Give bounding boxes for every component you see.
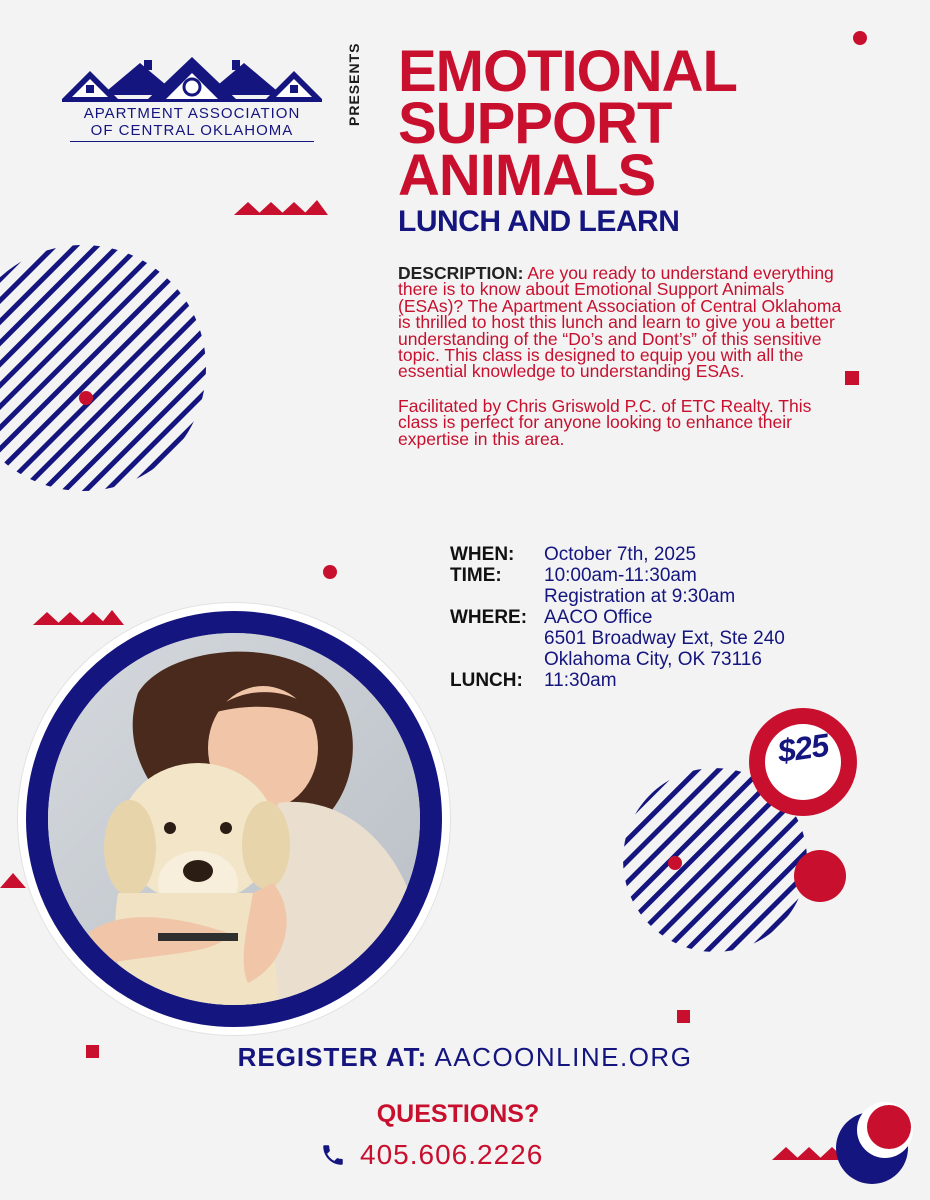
title-line-2: SUPPORT <box>398 91 672 156</box>
phone-icon <box>320 1142 346 1168</box>
presents-label: PRESENTS <box>346 42 362 126</box>
when-value: October 7th, 2025 <box>544 544 697 565</box>
logo-line-1: APARTMENT ASSOCIATION <box>83 105 301 122</box>
where-label: WHERE: <box>450 607 528 628</box>
lunch-label: LUNCH: <box>450 670 523 691</box>
photo-frame <box>18 603 450 1035</box>
description-paragraph-1: Are you ready to understand everything there is to know about Emotional Support Animals (ESAs)? The Apartment Association of Central Oklahoma is thrilled to host this lunch and learn to give you a better understanding of the “Do’s and Dont’s” of this sensitive topic. This class is designed to equip you with all the essential knowledge to understanding ESAs. <box>398 263 842 382</box>
register-label: REGISTER AT: <box>237 1042 428 1072</box>
event-details <box>450 544 870 691</box>
triangles-top <box>234 200 328 215</box>
logo-line-2: OF CENTRAL OKLAHOMA <box>90 122 294 139</box>
woman-hugging-dog-photo <box>26 611 442 1027</box>
where-value-1: AACO Office <box>544 607 653 628</box>
questions-label: QUESTIONS? <box>376 1100 540 1128</box>
registration-time: Registration at 9:30am <box>544 586 736 607</box>
price-badge <box>749 708 857 816</box>
time-value: 10:00am-11:30am <box>544 565 697 586</box>
houses-logo-icon <box>62 55 322 105</box>
title-line-3: ANIMALS <box>398 143 656 208</box>
where-value-2: 6501 Broadway Ext, Ste 240 <box>544 628 785 649</box>
phone-row[interactable] <box>320 1137 543 1173</box>
register-url[interactable]: AACOONLINE.ORG <box>434 1042 693 1072</box>
price-value: $25 <box>775 726 831 770</box>
register-line <box>0 1042 930 1073</box>
where-value-3: Oklahoma City, OK 73116 <box>544 649 762 670</box>
event-title <box>398 39 818 208</box>
lunch-value: 11:30am <box>544 670 617 691</box>
when-label: WHEN: <box>450 544 515 565</box>
triangle-left-edge <box>0 873 26 888</box>
striped-circle-left <box>0 245 206 491</box>
triangles-mid <box>33 610 124 625</box>
event-subtitle: LUNCH AND LEARN <box>398 205 680 238</box>
title-line-1: EMOTIONAL <box>398 39 737 104</box>
phone-number[interactable]: 405.606.2226 <box>360 1139 544 1170</box>
description-label: DESCRIPTION: <box>398 263 524 283</box>
association-logo <box>62 55 322 147</box>
time-label: TIME: <box>450 565 502 586</box>
description-paragraph-2: Facilitated by Chris Griswold P.C. of ETC Realty. This class is perfect for anyone looking to enhance their expertise in this area. <box>398 395 812 449</box>
description <box>398 265 848 465</box>
